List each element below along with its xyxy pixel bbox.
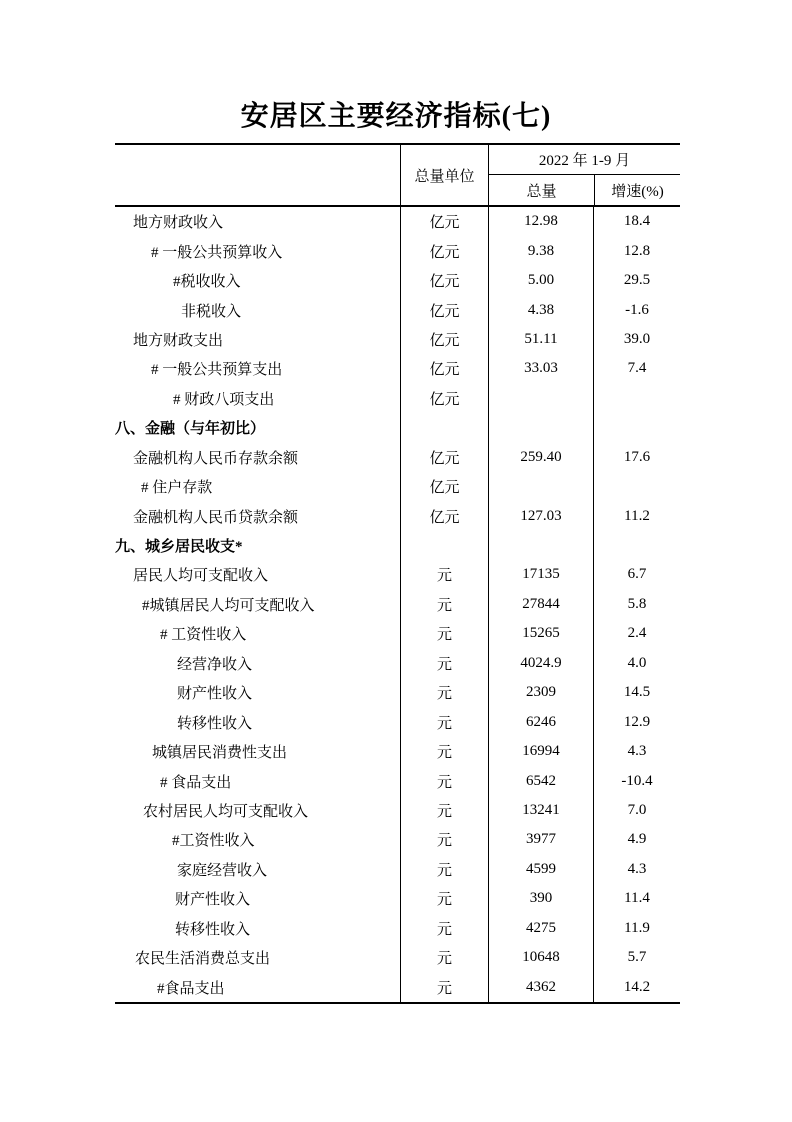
growth-cell: -1.6: [593, 295, 680, 324]
table-row: [115, 707, 680, 736]
total-cell: 27844: [488, 590, 593, 619]
table-header: [115, 145, 680, 207]
indicator-label: 九、城乡居民收支*: [115, 539, 243, 556]
unit-cell: [400, 531, 488, 560]
growth-cell: 14.2: [593, 972, 680, 1001]
growth-cell: -10.4: [593, 766, 680, 795]
indicator-label: # 财政八项支出: [173, 391, 275, 408]
total-cell: 6542: [488, 766, 593, 795]
table-row: [115, 295, 680, 324]
unit-cell: 元: [400, 943, 488, 972]
unit-cell: 元: [400, 796, 488, 825]
table-row: [115, 649, 680, 678]
unit-cell: 元: [400, 766, 488, 795]
indicator-label: 家庭经营收入: [177, 862, 268, 879]
growth-cell: 12.8: [593, 236, 680, 265]
unit-cell: 亿元: [400, 443, 488, 472]
indicator-label: # 工资性收入: [160, 627, 247, 644]
growth-cell: 4.0: [593, 649, 680, 678]
unit-cell: 亿元: [400, 266, 488, 295]
table-row: [115, 384, 680, 413]
total-cell: 259.40: [488, 443, 593, 472]
total-cell: 13241: [488, 796, 593, 825]
total-cell: 16994: [488, 737, 593, 766]
unit-cell: 元: [400, 914, 488, 943]
growth-cell: 6.7: [593, 560, 680, 589]
total-cell: 10648: [488, 943, 593, 972]
table-row: [115, 236, 680, 265]
unit-cell: 元: [400, 619, 488, 648]
unit-cell: 元: [400, 884, 488, 913]
unit-cell: 亿元: [400, 354, 488, 383]
unit-cell: 元: [400, 972, 488, 1001]
growth-cell: 5.7: [593, 943, 680, 972]
table-row: [115, 737, 680, 766]
total-cell: 6246: [488, 707, 593, 736]
table-row: [115, 207, 680, 236]
unit-cell: 亿元: [400, 472, 488, 501]
table-row: [115, 678, 680, 707]
indicator-label: 居民人均可支配收入: [133, 568, 269, 585]
growth-cell: 11.9: [593, 914, 680, 943]
total-cell: 4599: [488, 855, 593, 884]
growth-cell: [593, 384, 680, 413]
growth-cell: 12.9: [593, 707, 680, 736]
table-row: [115, 972, 680, 1001]
table-row: [115, 619, 680, 648]
indicator-label: 经营净收入: [177, 656, 253, 673]
indicator-label: # 住户存款: [141, 480, 213, 497]
indicator-label: 金融机构人民币贷款余额: [133, 509, 299, 526]
growth-cell: 11.2: [593, 501, 680, 530]
growth-cell: 14.5: [593, 678, 680, 707]
total-cell: [488, 384, 593, 413]
total-cell: 390: [488, 884, 593, 913]
table-row: [115, 884, 680, 913]
growth-cell: [593, 531, 680, 560]
total-cell: 4024.9: [488, 649, 593, 678]
table-row: [115, 443, 680, 472]
header-period-group: [488, 145, 680, 205]
growth-cell: 29.5: [593, 266, 680, 295]
page-title: 安居区主要经济指标(七): [240, 101, 552, 132]
growth-cell: [593, 413, 680, 442]
indicator-label: #城镇居民人均可支配收入: [142, 597, 315, 614]
column-header-unit: 总量单位: [400, 145, 488, 205]
unit-cell: 亿元: [400, 501, 488, 530]
header-subrow: [489, 175, 680, 205]
unit-cell: 元: [400, 707, 488, 736]
table-row: [115, 266, 680, 295]
unit-cell: 元: [400, 825, 488, 854]
growth-cell: [593, 472, 680, 501]
growth-cell: 4.9: [593, 825, 680, 854]
unit-cell: 元: [400, 560, 488, 589]
table-row: [115, 531, 680, 560]
total-cell: 51.11: [488, 325, 593, 354]
total-cell: 2309: [488, 678, 593, 707]
growth-cell: 4.3: [593, 737, 680, 766]
indicator-label: # 食品支出: [160, 774, 232, 791]
unit-cell: 亿元: [400, 207, 488, 236]
indicator-label: #税收收入: [173, 274, 241, 291]
total-cell: 15265: [488, 619, 593, 648]
total-cell: 9.38: [488, 236, 593, 265]
indicator-label: 地方财政支出: [133, 332, 224, 349]
indicator-label: 转移性收入: [175, 921, 251, 938]
indicator-label: # 一般公共预算支出: [151, 362, 283, 379]
total-cell: 4362: [488, 972, 593, 1001]
indicator-label: 农民生活消费总支出: [135, 951, 271, 968]
table-row: [115, 325, 680, 354]
indicator-label: #工资性收入: [172, 833, 255, 850]
indicator-label: 地方财政收入: [133, 215, 224, 232]
growth-cell: 4.3: [593, 855, 680, 884]
indicator-label: 转移性收入: [177, 715, 253, 732]
indicator-label: 财产性收入: [177, 686, 253, 703]
unit-cell: 元: [400, 590, 488, 619]
total-cell: [488, 413, 593, 442]
table-row: [115, 796, 680, 825]
total-cell: 4.38: [488, 295, 593, 324]
growth-cell: 2.4: [593, 619, 680, 648]
total-cell: [488, 531, 593, 560]
total-cell: 3977: [488, 825, 593, 854]
indicator-label: 八、金融（与年初比）: [115, 421, 266, 438]
table-row: [115, 590, 680, 619]
unit-cell: 元: [400, 678, 488, 707]
unit-cell: 亿元: [400, 325, 488, 354]
indicator-label: 金融机构人民币存款余额: [133, 450, 299, 467]
indicator-label: 非税收入: [181, 303, 242, 320]
table-row: [115, 914, 680, 943]
column-header-total: 总量: [526, 183, 557, 200]
total-cell: 5.00: [488, 266, 593, 295]
unit-cell: 元: [400, 737, 488, 766]
unit-cell: 亿元: [400, 384, 488, 413]
table-row: [115, 766, 680, 795]
indicator-label: # 一般公共预算收入: [151, 244, 283, 261]
table-row: [115, 354, 680, 383]
unit-cell: 元: [400, 855, 488, 884]
table-row: [115, 825, 680, 854]
indicators-table: [115, 143, 680, 1004]
unit-cell: [400, 413, 488, 442]
table-body: [115, 207, 680, 1002]
table-row: [115, 560, 680, 589]
growth-cell: 18.4: [593, 207, 680, 236]
indicator-label: 农村居民人均可支配收入: [143, 803, 309, 820]
total-cell: [488, 472, 593, 501]
table-row: [115, 413, 680, 442]
column-header-growth: 增速(%): [594, 175, 680, 205]
table-row: [115, 855, 680, 884]
growth-cell: 39.0: [593, 325, 680, 354]
growth-cell: 7.4: [593, 354, 680, 383]
column-header-period: 2022 年 1-9 月: [489, 145, 680, 175]
growth-cell: 5.8: [593, 590, 680, 619]
unit-cell: 元: [400, 649, 488, 678]
growth-cell: 11.4: [593, 884, 680, 913]
total-cell: 4275: [488, 914, 593, 943]
indicator-label: #食品支出: [157, 980, 225, 997]
table-row: [115, 472, 680, 501]
table-row: [115, 943, 680, 972]
table-row: [115, 501, 680, 530]
total-cell: 17135: [488, 560, 593, 589]
indicator-label: 城镇居民消费性支出: [152, 745, 288, 762]
unit-cell: 亿元: [400, 295, 488, 324]
indicator-label: 财产性收入: [175, 892, 251, 909]
growth-cell: 7.0: [593, 796, 680, 825]
growth-cell: 17.6: [593, 443, 680, 472]
unit-cell: 亿元: [400, 236, 488, 265]
header-indicator-blank: [115, 145, 400, 205]
total-cell: 127.03: [488, 501, 593, 530]
total-cell: 33.03: [488, 354, 593, 383]
total-cell: 12.98: [488, 207, 593, 236]
